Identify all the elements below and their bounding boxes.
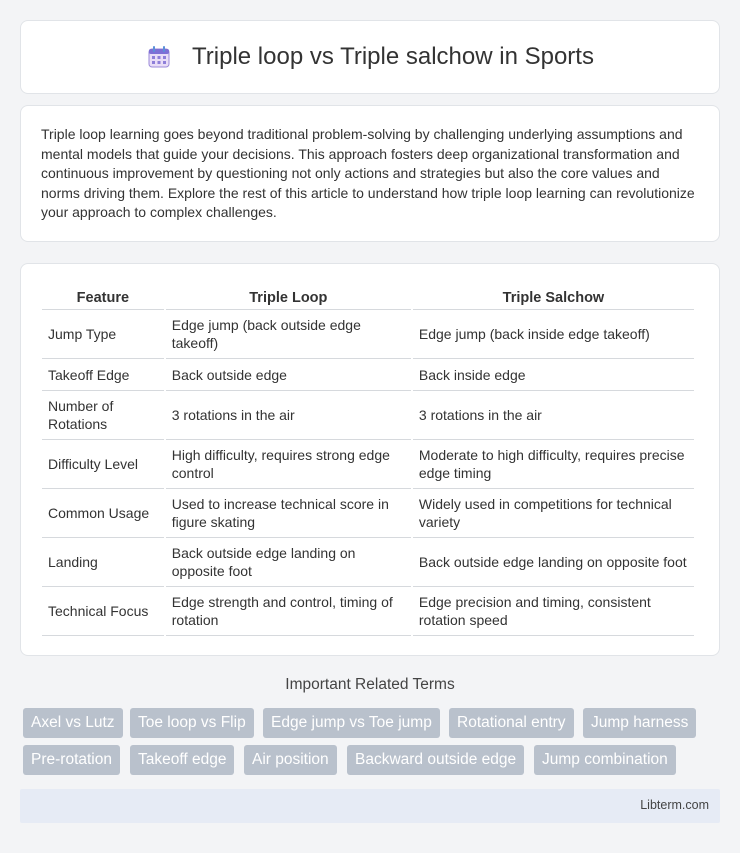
triple-loop-cell: Back outside edge	[166, 359, 411, 391]
intro-text: Triple loop learning goes beyond traditional problem-solving by challenging underlying assumptions and mental models that guide your decisions. This approach fosters deep organizational transformation and continuous improvement by questioning not only actions and strategies but also the core values and norms driving them. Explore the rest of this article to understand how triple loop learning can revolutionize your approach to complex challenges.	[41, 126, 695, 220]
triple-loop-cell: 3 rotations in the air	[166, 391, 411, 440]
tag-air-position[interactable]: Air position	[244, 745, 337, 775]
tag-takeoff-edge[interactable]: Takeoff edge	[130, 745, 234, 775]
table-row	[42, 310, 694, 359]
table-row	[42, 359, 694, 391]
table-row	[42, 391, 694, 440]
header-triple-loop: Triple Loop	[166, 284, 411, 310]
triple-salchow-cell: Moderate to high difficulty, requires precise edge timing	[413, 440, 694, 489]
triple-loop-cell: Used to increase technical score in figure skating	[166, 489, 411, 538]
table-row	[42, 440, 694, 489]
tag-edge-jump-vs-toe-jump[interactable]: Edge jump vs Toe jump	[263, 708, 440, 738]
triple-salchow-cell: Widely used in competitions for technical variety	[413, 489, 694, 538]
related-terms-title: Important Related Terms	[285, 676, 455, 693]
intro-card	[20, 105, 720, 242]
footer-brand-link[interactable]: Libterm.com	[640, 798, 709, 812]
page-title: Triple loop vs Triple salchow in Sports	[192, 43, 594, 70]
feature-cell: Jump Type	[42, 310, 164, 359]
triple-salchow-cell: Back inside edge	[413, 359, 694, 391]
header-feature: Feature	[42, 284, 164, 310]
feature-cell: Number of Rotations	[42, 391, 164, 440]
feature-cell: Takeoff Edge	[42, 359, 164, 391]
triple-salchow-cell: Edge jump (back inside edge takeoff)	[413, 310, 694, 359]
tag-backward-outside-edge[interactable]: Backward outside edge	[347, 745, 524, 775]
tag-toe-loop-vs-flip[interactable]: Toe loop vs Flip	[130, 708, 254, 738]
tag-pre-rotation[interactable]: Pre-rotation	[23, 745, 120, 775]
triple-loop-cell: Edge strength and control, timing of rotation	[166, 587, 411, 636]
tag-axel-vs-lutz[interactable]: Axel vs Lutz	[23, 708, 123, 738]
comparison-table	[40, 284, 696, 636]
table-row	[42, 538, 694, 587]
feature-cell: Common Usage	[42, 489, 164, 538]
feature-cell: Difficulty Level	[42, 440, 164, 489]
triple-salchow-cell: Edge precision and timing, consistent rotation speed	[413, 587, 694, 636]
tag-jump-harness[interactable]: Jump harness	[583, 708, 696, 738]
header-triple-salchow: Triple Salchow	[413, 284, 694, 310]
footer	[20, 789, 720, 823]
tag-rotational-entry[interactable]: Rotational entry	[449, 708, 574, 738]
table-header-row	[42, 284, 694, 310]
triple-loop-cell: Edge jump (back outside edge takeoff)	[166, 310, 411, 359]
calendar-icon	[146, 44, 172, 70]
comparison-table-card	[20, 263, 720, 656]
triple-loop-cell: Back outside edge landing on opposite foot	[166, 538, 411, 587]
header-card	[20, 20, 720, 94]
table-row	[42, 489, 694, 538]
feature-cell: Landing	[42, 538, 164, 587]
feature-cell: Technical Focus	[42, 587, 164, 636]
triple-salchow-cell: Back outside edge landing on opposite foot	[413, 538, 694, 587]
triple-salchow-cell: 3 rotations in the air	[413, 391, 694, 440]
tag-jump-combination[interactable]: Jump combination	[534, 745, 676, 775]
table-row	[42, 587, 694, 636]
triple-loop-cell: High difficulty, requires strong edge control	[166, 440, 411, 489]
